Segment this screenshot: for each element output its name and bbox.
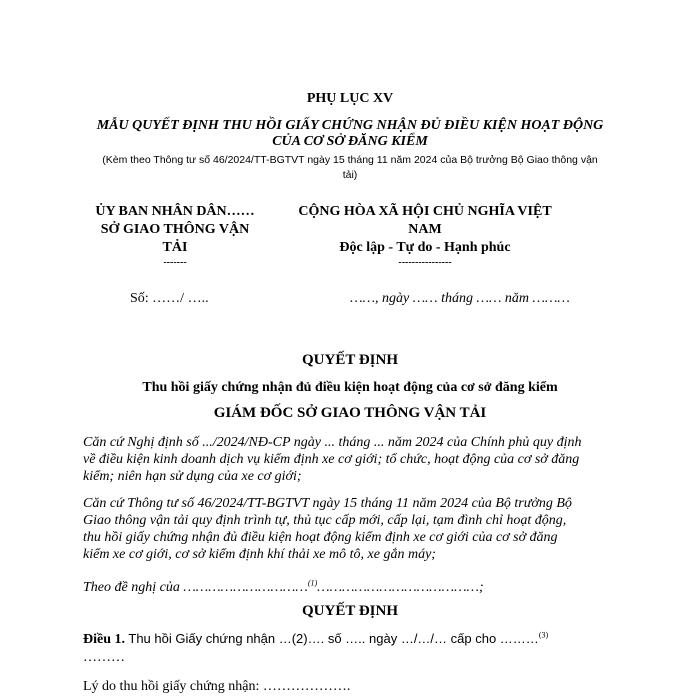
legal-basis-decree-line: Căn cứ Nghị định số .../2024/NĐ-CP ngày ... tháng ... năm 2024 của Chính phủ quy định [83,435,582,450]
article-1-label: Điều 1. [83,632,125,647]
national-motto [280,203,570,269]
article-1-text: Thu hồi Giấy chứng nhận …(2)…. số ….. ngày …/…/… cấp cho ……… [125,631,539,646]
footnote-marker-3: (3) [538,630,549,640]
issuing-authority-rule: ------- [163,257,187,268]
attached-note-line-2: tải) [342,169,358,181]
place-date-line: ……, ngày …… tháng …… năm ……… [350,291,570,306]
form-title-line-1: MẪU QUYẾT ĐỊNH THU HỒI GIẤY CHỨNG NHẬN ĐỦ ĐIỀU KIỆN HOẠT ĐỘNG [96,118,604,133]
issuing-authority-line-2: SỞ GIAO THÔNG VẬN [100,222,250,237]
form-title-line-2: CỦA CƠ SỞ ĐĂNG KIỂM [272,134,428,149]
appendix-title: PHỤ LỤC XV [306,91,394,106]
revocation-reason: Lý do thu hồi giấy chứng nhận: ………………. [83,679,351,694]
decision-subject: Thu hồi giấy chứng nhận đủ điều kiện hoạt động của cơ sở đăng kiểm [142,380,558,395]
legal-basis-decree-line: kiểm; niên hạn sử dụng của xe cơ giới; [83,469,302,484]
country-name-line-1: CỘNG HÒA XÃ HỘI CHỦ NGHĨA VIỆT [298,204,552,219]
attached-note [70,153,630,183]
form-title [40,118,660,150]
attached-note-line-1: (Kèm theo Thông tư số 46/2024/TT-BGTVT ngày 15 tháng 11 năm 2024 của Bộ trưởng Bộ Giao thông vận [102,154,598,166]
decision-heading: QUYẾT ĐỊNH [302,603,398,619]
footnote-marker-1: (1) [307,578,318,588]
article-1-continuation: ……… [83,650,125,665]
legal-basis-circular-line: kiểm xe cơ giới, cơ sở kiểm định khí thải xe mô tô, xe gắn máy; [83,547,436,562]
issuing-authority-line-3: TẢI [162,240,188,255]
motto-rule: ---------------- [398,257,452,268]
proposal-suffix: …………………………………; [317,580,484,595]
proposal-line [83,579,615,596]
motto: Độc lập - Tự do - Hạnh phúc [339,240,511,255]
legal-basis-circular [83,495,615,563]
legal-basis-circular-line: Giao thông vận tải quy định trình tự, thủ tục cấp mới, cấp lại, tạm đình chỉ hoạt động, [83,513,567,528]
article-1 [83,630,623,667]
legal-basis-circular-line: Căn cứ Thông tư số 46/2024/TT-BGTVT ngày 15 tháng 11 năm 2024 của Bộ trưởng Bộ [83,496,572,511]
document-number: Số: ……/ ….. [130,291,209,306]
issuing-authority [80,203,270,269]
decision-title: QUYẾT ĐỊNH [302,352,398,368]
article-1-line [83,630,623,649]
legal-basis-decree-line: về điều kiện kinh doanh dịch vụ kiểm định xe cơ giới; tổ chức, hoạt động của cơ sở đăng [83,452,580,467]
proposal-prefix: Theo đề nghị của ………………………… [83,580,308,595]
issuing-authority-line-1: ỦY BAN NHÂN DÂN…… [95,204,255,219]
legal-basis-circular-line: thu hồi giấy chứng nhận đủ điều kiện hoạt động kiểm định xe cơ giới của cơ sở đăng [83,530,558,545]
issuing-official: GIÁM ĐỐC SỞ GIAO THÔNG VẬN TẢI [213,405,487,421]
country-name-line-2: NAM [408,222,442,237]
legal-basis-decree [83,434,615,485]
